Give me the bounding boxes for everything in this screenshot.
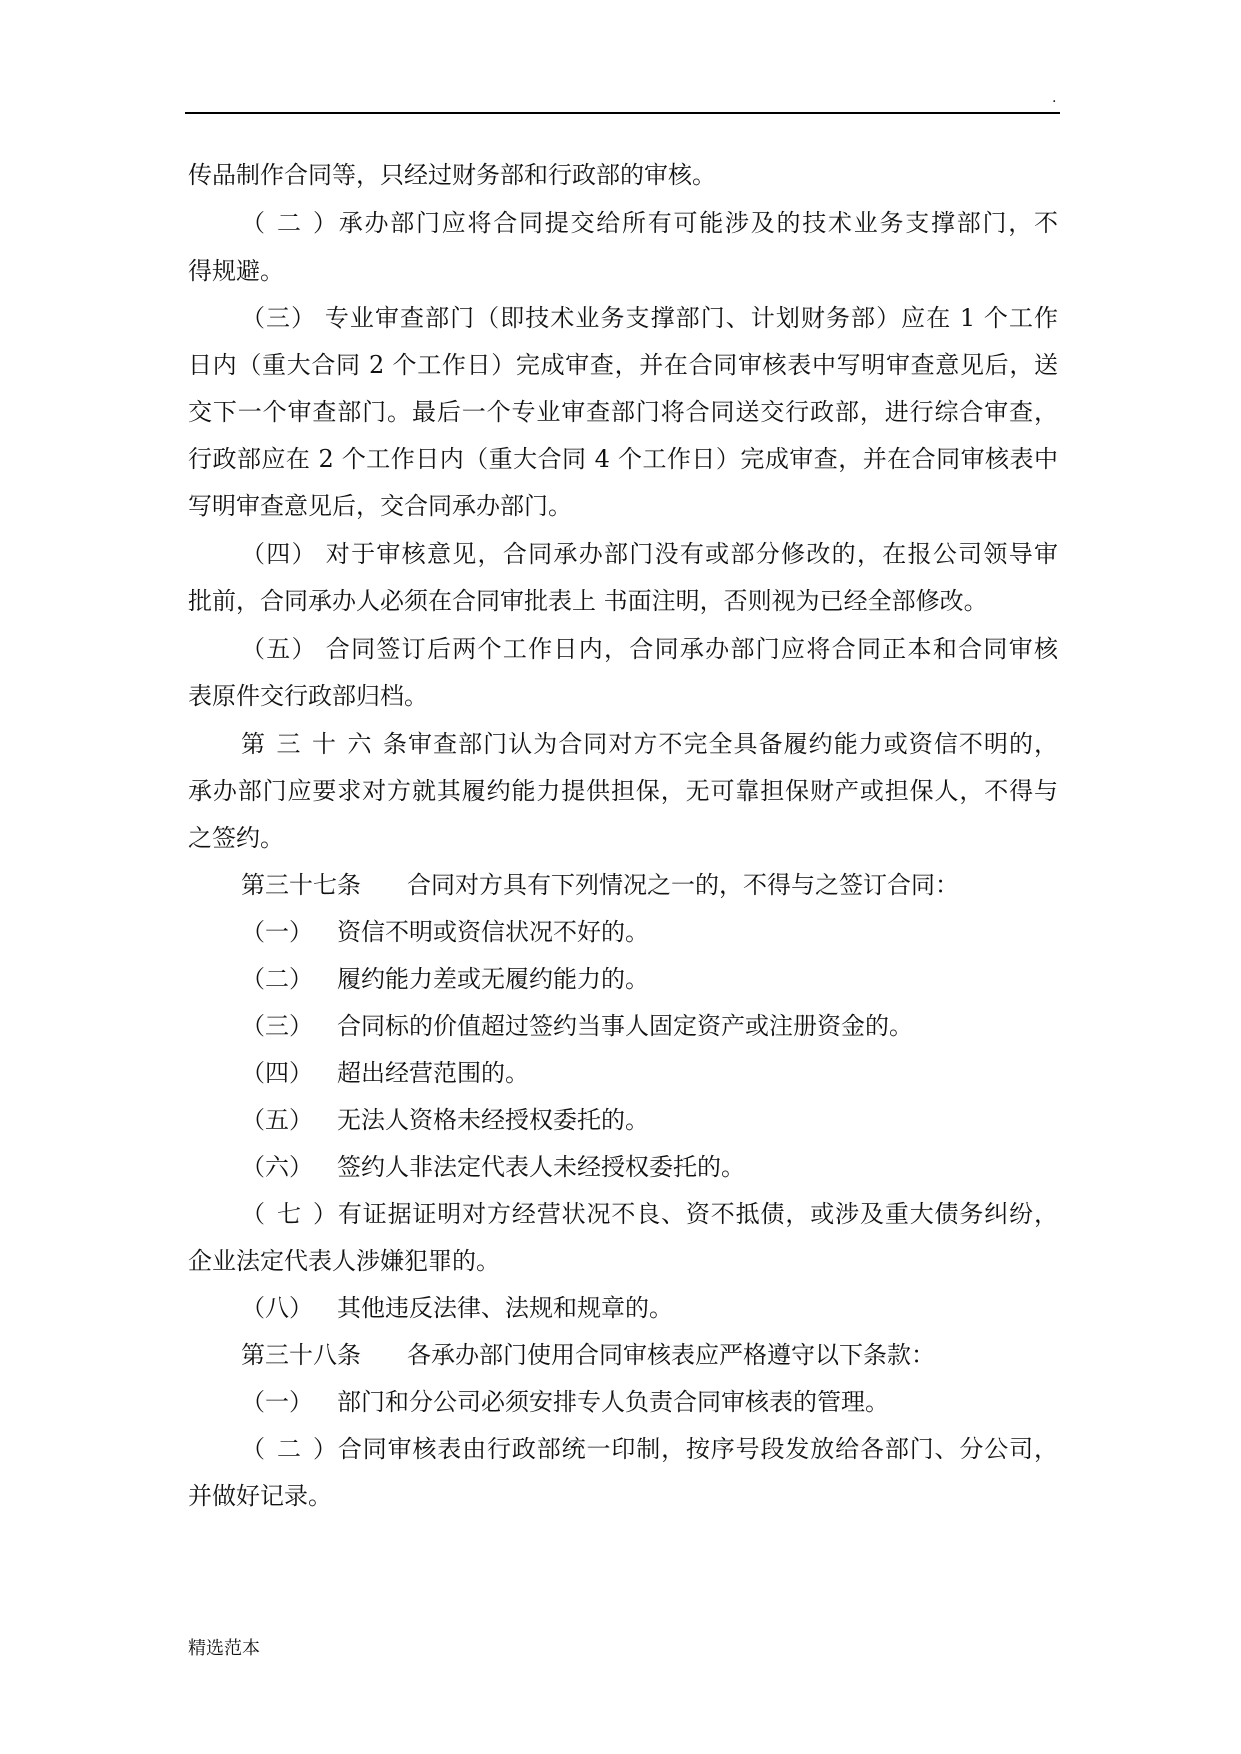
list-item <box>188 1058 1058 1088</box>
list-number: （一） <box>241 1388 313 1416</box>
line-text: 履约能力差或无履约能力的。 <box>337 965 649 993</box>
list-number: （五） <box>241 1106 313 1134</box>
article-number: 第三十六条 <box>241 730 407 758</box>
list-number: （二） <box>241 209 337 237</box>
list-item <box>188 1011 1058 1041</box>
line-text: 部门和分公司必须安排专人负责合同审核表的管理。 <box>337 1388 889 1416</box>
line-text: 各承办部门使用合同审核表应严格遵守以下条款： <box>407 1341 935 1369</box>
text-line <box>188 350 1058 380</box>
header-rule <box>185 112 1060 114</box>
line-text: 传品制作合同等，只经过财务部和行政部的审核。 <box>188 161 716 189</box>
text-line <box>188 303 1058 333</box>
list-number: （六） <box>241 1153 313 1181</box>
line-text: 合同对方具有下列情况之一的，不得与之签订合同： <box>407 871 959 899</box>
line-text: 合同标的价值超过签约当事人固定资产或注册资金的。 <box>337 1012 913 1040</box>
line-text: （五） 合同签订后两个工作日内，合同承办部门应将合同正本和合同审核 <box>241 635 1058 663</box>
line-text: 日内（重大合同 2 个工作日）完成审查，并在合同审核表中写明审查意见后，送 <box>188 351 1058 379</box>
line-text: 承办部门应要求对方就其履约能力提供担保，无可靠担保财产或担保人，不得与 <box>188 777 1058 805</box>
list-item <box>188 1199 1058 1229</box>
text-line <box>188 634 1058 664</box>
text-line <box>188 444 1058 474</box>
line-text: 写明审查意见后，交合同承办部门。 <box>188 492 572 520</box>
header-mark: . <box>1052 90 1057 106</box>
list-item <box>188 208 1058 238</box>
list-item <box>188 1387 1058 1417</box>
line-text: 批前，合同承办人必须在合同审批表上 书面注明，否则视为已经全部修改。 <box>188 587 988 615</box>
line-text: 之签约。 <box>188 824 284 852</box>
text-line <box>188 1246 1058 1276</box>
line-text: 资信不明或资信状况不好的。 <box>337 918 649 946</box>
list-number: （七） <box>241 1200 337 1228</box>
list-item <box>188 1434 1058 1464</box>
line-text: 企业法定代表人涉嫌犯罪的。 <box>188 1247 500 1275</box>
list-item <box>188 1152 1058 1182</box>
text-line <box>188 586 1058 616</box>
list-item <box>188 1105 1058 1135</box>
footer-text: 精选范本 <box>188 1638 260 1659</box>
list-number: （三） <box>241 1012 313 1040</box>
line-text: 交下一个审查部门。最后一个专业审查部门将合同送交行政部，进行综合审查， <box>188 398 1058 426</box>
line-text: （三） 专业审查部门（即技术业务支撑部门、计划财务部）应在 1 个工作 <box>241 304 1058 332</box>
list-number: （一） <box>241 918 313 946</box>
line-text: 表原件交行政部归档。 <box>188 682 428 710</box>
text-line <box>188 491 1058 521</box>
text-line <box>188 256 1058 286</box>
list-item <box>188 917 1058 947</box>
line-text: 合同审核表由行政部统一印制，按序号段发放给各部门、分公司， <box>337 1435 1058 1463</box>
article-line <box>188 1340 1058 1370</box>
list-item <box>188 1293 1058 1323</box>
line-text: 行政部应在 2 个工作日内（重大合同 4 个工作日）完成审查，并在合同审核表中 <box>188 445 1058 473</box>
line-text: 无法人资格未经授权委托的。 <box>337 1106 649 1134</box>
text-line <box>188 1481 1058 1511</box>
text-line <box>188 681 1058 711</box>
line-text: 并做好记录。 <box>188 1482 332 1510</box>
list-number: （二） <box>241 1435 337 1463</box>
text-line <box>188 160 1058 190</box>
article-line <box>188 870 1058 900</box>
list-number: （八） <box>241 1294 313 1322</box>
line-text: 超出经营范围的。 <box>337 1059 529 1087</box>
list-item <box>188 964 1058 994</box>
list-number: （二） <box>241 965 313 993</box>
line-text: 得规避。 <box>188 257 284 285</box>
line-text: 承办部门应将合同提交给所有可能涉及的技术业务支撑部门，不 <box>337 209 1058 237</box>
line-text: 其他违反法律、法规和规章的。 <box>337 1294 673 1322</box>
text-line <box>188 776 1058 806</box>
text-line <box>188 397 1058 427</box>
line-text: 签约人非法定代表人未经授权委托的。 <box>337 1153 745 1181</box>
line-text: 审查部门认为合同对方不完全具备履约能力或资信不明的， <box>407 730 1058 758</box>
article-number: 第三十七条 <box>241 871 361 899</box>
text-line <box>188 539 1058 569</box>
list-number: （四） <box>241 1059 313 1087</box>
line-text: （四） 对于审核意见，合同承办部门没有或部分修改的，在报公司领导审 <box>241 540 1058 568</box>
line-text: 有证据证明对方经营状况不良、资不抵债，或涉及重大债务纠纷， <box>337 1200 1058 1228</box>
text-line <box>188 823 1058 853</box>
article-number: 第三十八条 <box>241 1341 361 1369</box>
article-line <box>188 729 1058 759</box>
